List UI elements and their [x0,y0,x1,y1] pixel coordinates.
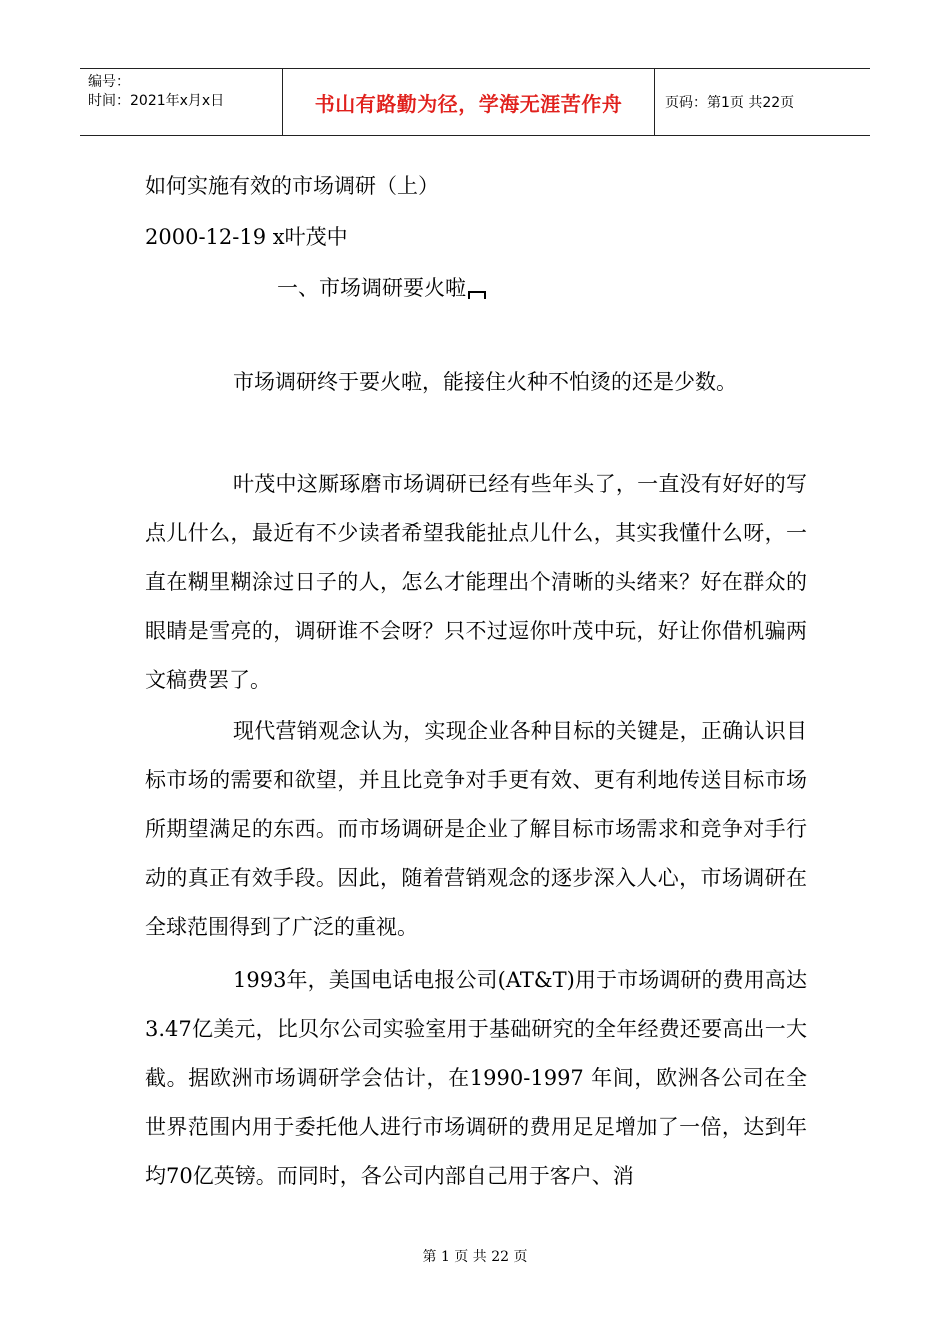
paragraph-author-note: 叶茂中这厮琢磨市场调研已经有些年头了，一直没有好好的写点儿什么，最近有不少读者希望我能扯点儿什么，其实我懂什么呀，一直在糊里糊涂过日子的人，怎么才能理出个清晰的头绪来？好在群众的眼睛是雪亮的，调研谁不会呀？只不过逗你叶茂中玩，好让你借机骗两文稿费罢了。 [145,472,807,692]
section-heading-text: 一、市场调研要火啦 [277,276,466,300]
paragraph-marketing-concept: 现代营销观念认为，实现企业各种目标的关键是，正确认识目标市场的需要和欲望，并且比竞争对手更有效、更有利地传送目标市场所期望满足的东西。而市场调研是企业了解目标市场需求和竞争对手行动的真正有效手段。因此，随着营销观念的逐步深入人心，市场调研在全球范围得到了广泛的重视。 [145,719,807,939]
page-info: 页码：第1页 共22页 [665,95,795,111]
paragraph-spending-stats: 1993年，美国电话电报公司(AT&T)用于市场调研的费用高达3.47亿美元，比贝尔公司实验室用于基础研究的全年经费还要高出一大截。据欧洲市场调研学会估计，在1990-1997 年间，欧洲各公司在全世界范围内用于委托他人进行市场调研的费用足足增加了一倍，达到年均70亿英镑。而同时，各公司内部自己用于客户、消 [145,968,807,1188]
number-label: 编号： [88,74,130,90]
article-byline: 2000-12-19 x叶茂中 [145,225,348,249]
section-heading [277,272,486,302]
document-header [80,68,870,136]
header-motto-cell [283,69,655,135]
paragraph-intro: 市场调研终于要火啦，能接住火种不怕烫的还是少数。 [233,370,737,394]
date-label: 时间：2021年x月x日 [88,93,225,109]
header-page-cell [655,69,870,135]
header-meta-cell [80,69,283,135]
article-title: 如何实施有效的市场调研（上） [145,174,439,198]
page-footer: 第 1 页 共 22 页 [422,1249,528,1265]
heading-bracket-mark [468,291,486,299]
motto-text: 书山有路勤为径，学海无涯苦作舟 [314,91,623,116]
